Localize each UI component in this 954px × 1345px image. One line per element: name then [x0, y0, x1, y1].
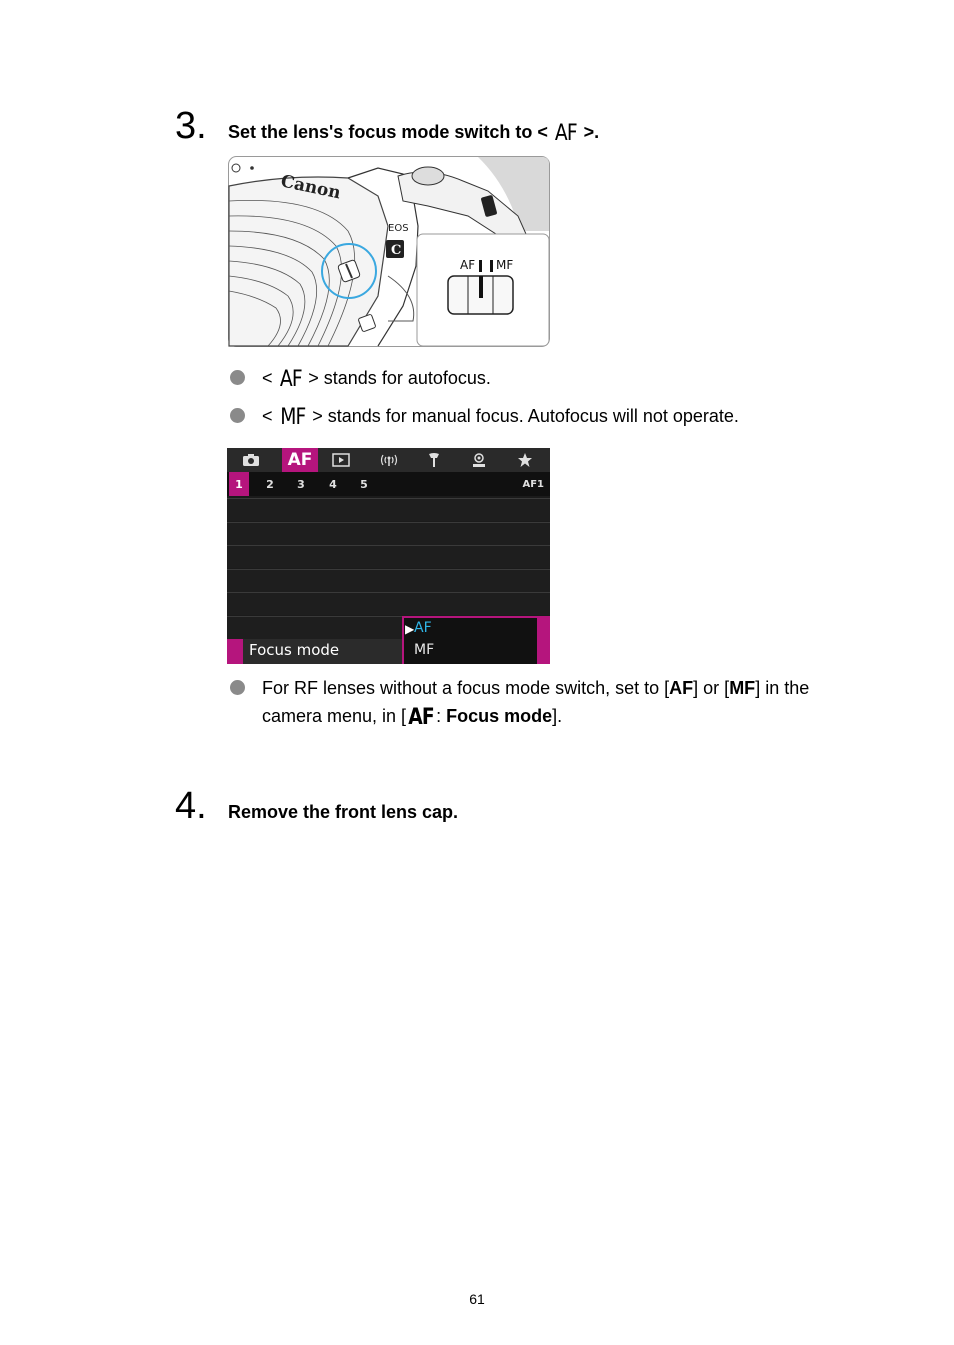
bullet-dot [230, 370, 245, 385]
menu-row[interactable] [227, 545, 550, 568]
af-tab-icon: AF [408, 705, 434, 730]
page-number: 61 [469, 1291, 485, 1307]
model-text: EOS [388, 223, 409, 234]
subtab-5[interactable]: 5 [360, 477, 368, 491]
star-icon[interactable] [511, 448, 539, 472]
subtab-1[interactable]: 1 [229, 472, 249, 496]
brand-logo-text: Canon [278, 171, 343, 204]
wireless-icon[interactable] [375, 448, 403, 472]
bullet-rf-lenses: For RF lenses without a focus mode switch, set to [AF] or [MF] in the camera menu, in [ AF : Focus mode]. [230, 674, 862, 732]
focus-mode-label: Focus mode [249, 641, 340, 659]
camera-menu-screen [227, 448, 550, 664]
step-4 [175, 787, 458, 825]
bullet-dot [230, 680, 245, 695]
bullet-manual-focus: < MF > stands for manual focus. Autofocus will not operate. [230, 402, 862, 432]
mf-icon: MF [279, 405, 305, 430]
step-text: Set the lens's focus mode switch to < AF >. [228, 121, 600, 146]
bullet-autofocus: < AF > stands for autofocus. [230, 364, 862, 394]
subtab-3[interactable]: 3 [297, 477, 305, 491]
step-number: 3. [175, 105, 207, 147]
af-icon: AF [279, 367, 302, 392]
step-3 [175, 107, 599, 146]
subtab-4[interactable]: 4 [329, 477, 337, 491]
tab-af[interactable]: AF [282, 448, 318, 472]
menu-row[interactable] [227, 592, 550, 615]
wrench-icon[interactable] [420, 448, 448, 472]
switch-af-label: AF [460, 258, 476, 272]
playback-icon[interactable] [327, 448, 355, 472]
step-text: Remove the front lens cap. [228, 802, 459, 822]
option-mf[interactable]: MF [414, 642, 435, 658]
selection-arrow-icon: ▶ [405, 622, 415, 636]
option-af[interactable]: AF [414, 620, 432, 636]
person-icon[interactable] [465, 448, 493, 472]
subtab-2[interactable]: 2 [266, 477, 274, 491]
switch-mf-label: MF [496, 258, 514, 272]
menu-row[interactable] [227, 498, 550, 521]
step-number: 4. [175, 785, 207, 827]
menu-row[interactable] [227, 522, 550, 545]
camera-lens-illustration [228, 156, 550, 347]
af-icon: AF [554, 121, 577, 146]
menu-row[interactable] [227, 569, 550, 592]
subtab-indicator: AF1 [522, 478, 544, 490]
bullet-dot [230, 408, 245, 423]
mode-letter: C [391, 243, 402, 258]
focus-mode-options [402, 616, 539, 664]
camera-icon[interactable] [237, 448, 265, 472]
